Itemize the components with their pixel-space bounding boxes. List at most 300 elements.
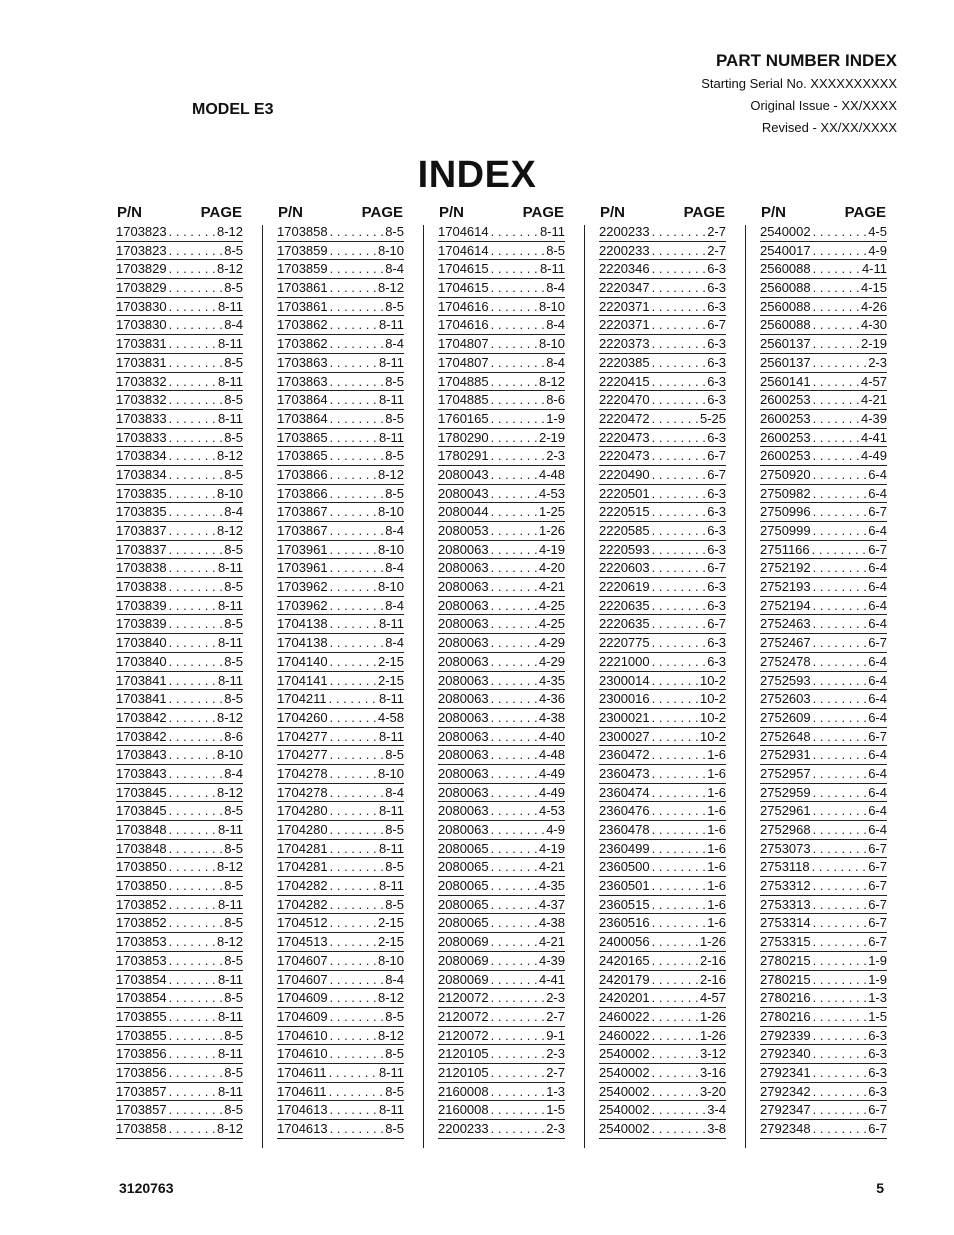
page-reference: 6-3 <box>707 354 726 370</box>
leader-dots <box>489 1027 546 1045</box>
part-number: 1703823 <box>116 242 167 258</box>
page-reference: 8-5 <box>385 224 404 239</box>
index-entry <box>760 728 887 747</box>
part-number: 2220371 <box>599 298 650 314</box>
part-number: 2220619 <box>599 579 650 595</box>
page-reference: 2-3 <box>868 354 887 370</box>
part-number: 2751166 <box>760 541 810 557</box>
leader-dots <box>811 354 868 372</box>
leader-dots <box>167 298 217 316</box>
index-entry <box>277 1083 404 1102</box>
part-number: 2360501 <box>599 878 650 894</box>
leader-dots <box>810 858 868 876</box>
index-entry <box>760 821 887 840</box>
index-entry <box>599 503 726 522</box>
index-entry <box>438 429 565 448</box>
page-reference: 4-41 <box>538 971 565 987</box>
index-entry <box>760 466 887 485</box>
part-number: 1703834 <box>116 448 167 464</box>
page-reference: 8-10 <box>377 579 404 595</box>
part-number: 1703842 <box>116 728 167 744</box>
page-reference: 8-5 <box>224 653 243 669</box>
leader-dots <box>489 541 538 559</box>
index-entry <box>438 1083 565 1102</box>
leader-dots <box>489 784 538 802</box>
part-number: 2560141 <box>760 373 811 389</box>
part-number: 2560137 <box>760 354 811 370</box>
index-entry <box>438 952 565 971</box>
page-reference: 8-11 <box>217 1083 243 1099</box>
part-number: 1703831 <box>116 354 167 370</box>
page-reference: 6-4 <box>868 466 887 482</box>
index-column <box>599 203 726 1139</box>
page-reference: 8-5 <box>385 298 404 314</box>
leader-dots <box>811 1045 868 1063</box>
page-reference: 6-7 <box>868 1121 887 1136</box>
index-entry <box>438 335 565 354</box>
page-reference: 1-9 <box>868 971 887 987</box>
index-entry <box>277 690 404 709</box>
index-entry <box>116 615 243 634</box>
page-reference: 1-3 <box>868 990 887 1006</box>
index-entry <box>116 559 243 578</box>
leader-dots <box>811 223 868 241</box>
leader-dots <box>650 709 699 727</box>
part-number: 1703841 <box>116 691 167 707</box>
index-entry <box>438 802 565 821</box>
leader-dots <box>489 279 546 297</box>
part-number: 1703962 <box>277 579 328 595</box>
part-number: 1703843 <box>116 747 167 763</box>
leader-dots <box>811 1083 868 1101</box>
part-number: 1703832 <box>116 373 167 389</box>
leader-dots <box>650 1064 699 1082</box>
index-entry <box>277 242 404 261</box>
leader-dots <box>489 522 538 540</box>
index-entry <box>438 858 565 877</box>
page-reference: 8-12 <box>538 373 565 389</box>
leader-dots <box>811 840 868 858</box>
part-number: 1703850 <box>116 859 167 875</box>
header-pn: P/N <box>117 204 143 221</box>
leader-dots <box>328 485 385 503</box>
leader-dots <box>489 1008 546 1026</box>
part-number: 1704607 <box>277 952 328 968</box>
leader-dots <box>650 896 707 914</box>
leader-dots <box>167 709 216 727</box>
page-reference: 6-4 <box>868 560 887 576</box>
page-reference: 4-58 <box>377 709 404 725</box>
leader-dots <box>489 410 546 428</box>
leader-dots <box>811 522 868 540</box>
page-reference: 8-10 <box>538 336 565 352</box>
index-entry <box>277 634 404 653</box>
leader-dots <box>489 672 538 690</box>
leader-dots <box>328 1027 377 1045</box>
page-reference: 8-5 <box>224 990 243 1006</box>
leader-dots <box>489 615 538 633</box>
index-entry <box>599 634 726 653</box>
index-entry <box>599 391 726 410</box>
part-number: 2360476 <box>599 803 650 819</box>
leader-dots <box>167 802 224 820</box>
page-reference: 8-10 <box>377 541 404 557</box>
leader-dots <box>489 335 538 353</box>
leader-dots <box>328 410 385 428</box>
part-number: 2220346 <box>599 261 650 277</box>
index-entry <box>599 971 726 990</box>
index-entry <box>438 933 565 952</box>
part-number: 2752194 <box>760 597 811 613</box>
index-entry <box>277 746 404 765</box>
page-reference: 4-15 <box>860 280 887 296</box>
part-number: 2080063 <box>438 747 489 763</box>
part-number: 2080065 <box>438 859 489 875</box>
page-reference: 1-6 <box>707 915 726 931</box>
page-reference: 6-3 <box>707 485 726 501</box>
leader-dots <box>327 690 378 708</box>
leader-dots <box>328 896 385 914</box>
page-reference: 6-7 <box>868 728 887 744</box>
part-number: 1704211 <box>277 691 327 707</box>
index-entry <box>760 391 887 410</box>
part-number: 1703835 <box>116 485 167 501</box>
part-number: 2420201 <box>599 990 650 1006</box>
page-reference: 8-5 <box>224 691 243 707</box>
page-reference: 1-6 <box>707 878 726 894</box>
part-number: 2080065 <box>438 878 489 894</box>
index-entry <box>599 279 726 298</box>
leader-dots <box>650 653 707 671</box>
leader-dots <box>328 914 377 932</box>
page-reference: 1-3 <box>546 1083 565 1099</box>
part-number: 1703838 <box>116 579 167 595</box>
index-entry <box>116 709 243 728</box>
page-reference: 8-4 <box>385 261 404 277</box>
leader-dots <box>650 1008 699 1026</box>
page-reference: 8-4 <box>224 765 243 781</box>
index-entry <box>599 765 726 784</box>
leader-dots <box>328 1045 385 1063</box>
leader-dots <box>811 242 868 260</box>
page-reference: 6-3 <box>707 653 726 669</box>
page-reference: 1-9 <box>868 952 887 968</box>
index-title: INDEX <box>417 154 537 196</box>
leader-dots <box>328 746 385 764</box>
leader-dots <box>328 1008 385 1026</box>
part-number: 2600253 <box>760 410 811 426</box>
page-reference: 8-10 <box>377 242 404 258</box>
leader-dots <box>489 447 546 465</box>
leader-dots <box>328 447 385 465</box>
page-reference: 8-5 <box>385 896 404 912</box>
leader-dots <box>489 1120 546 1138</box>
part-number: 1703834 <box>116 466 167 482</box>
page-reference: 8-5 <box>385 410 404 426</box>
part-number: 2300027 <box>599 728 650 744</box>
leader-dots <box>167 952 224 970</box>
part-number: 2360472 <box>599 747 650 763</box>
page-reference: 2-7 <box>546 1008 565 1024</box>
page-reference: 10-2 <box>699 709 726 725</box>
part-number: 1703837 <box>116 541 167 557</box>
page-reference: 1-5 <box>868 1008 887 1024</box>
index-entry <box>599 242 726 261</box>
index-entry <box>599 1120 726 1139</box>
index-columns <box>116 203 896 1148</box>
index-entry <box>116 223 243 242</box>
leader-dots <box>650 784 707 802</box>
leader-dots <box>489 840 538 858</box>
index-entry <box>277 373 404 392</box>
part-number: 1780290 <box>438 429 489 445</box>
leader-dots <box>489 914 538 932</box>
part-number: 2220470 <box>599 392 650 408</box>
index-entry <box>116 316 243 335</box>
part-number: 1703862 <box>277 317 328 333</box>
leader-dots <box>489 316 546 334</box>
part-number: 2792339 <box>760 1027 811 1043</box>
leader-dots <box>489 578 538 596</box>
index-entry <box>599 223 726 242</box>
index-entry <box>760 784 887 803</box>
index-entry <box>438 989 565 1008</box>
index-entry <box>116 971 243 990</box>
index-entry <box>760 373 887 392</box>
part-number: 2752463 <box>760 616 811 632</box>
leader-dots <box>167 485 216 503</box>
leader-dots <box>167 896 217 914</box>
page-reference: 8-4 <box>385 597 404 613</box>
leader-dots <box>811 260 861 278</box>
leader-dots <box>489 1064 546 1082</box>
index-entry <box>760 634 887 653</box>
page-reference: 6-7 <box>868 541 887 557</box>
part-number: 1780291 <box>438 448 489 464</box>
leader-dots <box>328 578 377 596</box>
leader-dots <box>650 522 707 540</box>
page-reference: 4-57 <box>860 373 887 389</box>
index-entry <box>116 1101 243 1120</box>
leader-dots <box>489 1083 546 1101</box>
part-number: 2560088 <box>760 280 811 296</box>
index-entry <box>438 728 565 747</box>
index-entry <box>599 1008 726 1027</box>
leader-dots <box>328 989 377 1007</box>
page-reference: 8-11 <box>217 896 243 912</box>
page-reference: 2-3 <box>546 1121 565 1136</box>
index-entry <box>116 578 243 597</box>
leader-dots <box>167 522 216 540</box>
index-entry <box>277 559 404 578</box>
leader-dots <box>328 354 378 372</box>
page-reference: 4-49 <box>538 765 565 781</box>
index-entry <box>599 1064 726 1083</box>
part-number: 1703856 <box>116 1064 167 1080</box>
leader-dots <box>328 634 385 652</box>
leader-dots <box>811 877 868 895</box>
page-reference: 1-26 <box>699 1027 726 1043</box>
index-entry <box>599 1101 726 1120</box>
leader-dots <box>489 223 539 241</box>
leader-dots <box>489 746 538 764</box>
index-entry <box>760 877 887 896</box>
index-entry <box>116 690 243 709</box>
part-number: 1704282 <box>277 896 328 912</box>
page-reference: 6-3 <box>707 298 726 314</box>
page-reference: 6-7 <box>868 840 887 856</box>
leader-dots <box>167 597 217 615</box>
index-entry <box>277 503 404 522</box>
page-reference: 8-10 <box>216 485 243 501</box>
part-number: 1704807 <box>438 354 489 370</box>
leader-dots <box>167 765 224 783</box>
index-entry <box>116 1045 243 1064</box>
part-number: 2752931 <box>760 747 811 763</box>
part-number: 1704807 <box>438 336 489 352</box>
index-entry <box>760 1045 887 1064</box>
leader-dots <box>811 391 860 409</box>
leader-dots <box>489 765 538 783</box>
part-number: 2220347 <box>599 280 650 296</box>
index-entry <box>760 1064 887 1083</box>
part-number: 2120072 <box>438 990 489 1006</box>
index-entry <box>116 373 243 392</box>
part-number: 2080063 <box>438 691 489 707</box>
leader-dots <box>328 541 377 559</box>
part-number: 2220472 <box>599 410 650 426</box>
header-pn: P/N <box>761 204 787 221</box>
leader-dots <box>167 634 217 652</box>
page-reference: 4-36 <box>538 691 565 707</box>
index-entry <box>116 952 243 971</box>
index-entry <box>438 896 565 915</box>
part-number: 1704614 <box>438 242 489 258</box>
leader-dots <box>167 1008 217 1026</box>
part-number: 1703833 <box>116 410 167 426</box>
part-number: 1704277 <box>277 747 328 763</box>
part-number: 2560088 <box>760 298 811 314</box>
index-entry <box>277 298 404 317</box>
page-reference: 6-7 <box>868 1102 887 1118</box>
leader-dots <box>167 559 217 577</box>
part-number: 2360516 <box>599 915 650 931</box>
leader-dots <box>650 485 707 503</box>
index-entry <box>277 597 404 616</box>
leader-dots <box>650 952 699 970</box>
part-number: 2752968 <box>760 822 811 837</box>
page-reference: 8-11 <box>378 392 404 408</box>
part-number: 2080063 <box>438 709 489 725</box>
leader-dots <box>810 541 868 559</box>
index-entry <box>760 503 887 522</box>
leader-dots <box>650 690 699 708</box>
index-entry <box>760 354 887 373</box>
index-entry <box>438 765 565 784</box>
leader-dots <box>811 653 868 671</box>
part-number: 2080063 <box>438 672 489 688</box>
leader-dots <box>167 242 224 260</box>
part-number: 1704281 <box>277 840 328 856</box>
part-number: 2220371 <box>599 317 650 333</box>
index-entry <box>277 1008 404 1027</box>
leader-dots <box>328 597 385 615</box>
part-number: 1704885 <box>438 392 489 408</box>
index-entry <box>438 1045 565 1064</box>
index-entry <box>116 541 243 560</box>
part-number: 1703845 <box>116 784 167 800</box>
leader-dots <box>489 802 538 820</box>
part-number: 2360473 <box>599 765 650 781</box>
leader-dots <box>328 373 385 391</box>
part-number: 2600253 <box>760 429 811 445</box>
part-number: 1703830 <box>116 298 167 314</box>
part-number: 2792340 <box>760 1046 811 1062</box>
page-reference: 2-16 <box>699 971 726 987</box>
leader-dots <box>167 821 217 839</box>
index-entry <box>760 559 887 578</box>
index-entry <box>599 989 726 1008</box>
leader-dots <box>650 672 699 690</box>
page-reference: 4-5 <box>868 224 887 239</box>
part-number: 1704282 <box>277 878 328 894</box>
page-reference: 2-3 <box>546 990 565 1006</box>
page-reference: 8-4 <box>385 560 404 576</box>
index-entry <box>438 1008 565 1027</box>
page-reference: 6-7 <box>868 934 887 950</box>
part-number: 2600253 <box>760 448 811 464</box>
leader-dots <box>328 709 377 727</box>
leader-dots <box>167 260 216 278</box>
leader-dots <box>650 1083 699 1101</box>
part-number: 2753315 <box>760 934 811 950</box>
leader-dots <box>811 989 868 1007</box>
part-number: 1704140 <box>277 653 328 669</box>
page-reference: 4-25 <box>538 616 565 632</box>
footer-doc-number: 3120763 <box>119 1180 174 1196</box>
page-reference: 10-2 <box>699 672 726 688</box>
part-number: 1704281 <box>277 859 328 875</box>
page-reference: 6-7 <box>868 635 887 651</box>
index-entry <box>599 746 726 765</box>
part-number: 2752478 <box>760 653 811 669</box>
index-entry <box>116 298 243 317</box>
page-reference: 8-5 <box>224 840 243 856</box>
page-reference: 8-11 <box>378 1102 404 1118</box>
leader-dots <box>328 840 378 858</box>
index-entry <box>277 335 404 354</box>
index-entry <box>116 260 243 279</box>
index-entry <box>760 316 887 335</box>
page-reference: 8-5 <box>224 429 243 445</box>
leader-dots <box>328 802 378 820</box>
part-number: 1703852 <box>116 896 167 912</box>
page-reference: 6-4 <box>868 672 887 688</box>
leader-dots <box>489 354 546 372</box>
page-reference: 4-21 <box>538 934 565 950</box>
page-reference: 8-5 <box>224 280 243 296</box>
index-entry <box>277 1045 404 1064</box>
index-entry <box>760 765 887 784</box>
index-entry <box>277 933 404 952</box>
leader-dots <box>650 933 699 951</box>
index-entry <box>277 877 404 896</box>
leader-dots <box>650 466 707 484</box>
part-number: 1704277 <box>277 728 328 744</box>
leader-dots <box>489 709 538 727</box>
leader-dots <box>811 1027 868 1045</box>
leader-dots <box>489 989 546 1007</box>
